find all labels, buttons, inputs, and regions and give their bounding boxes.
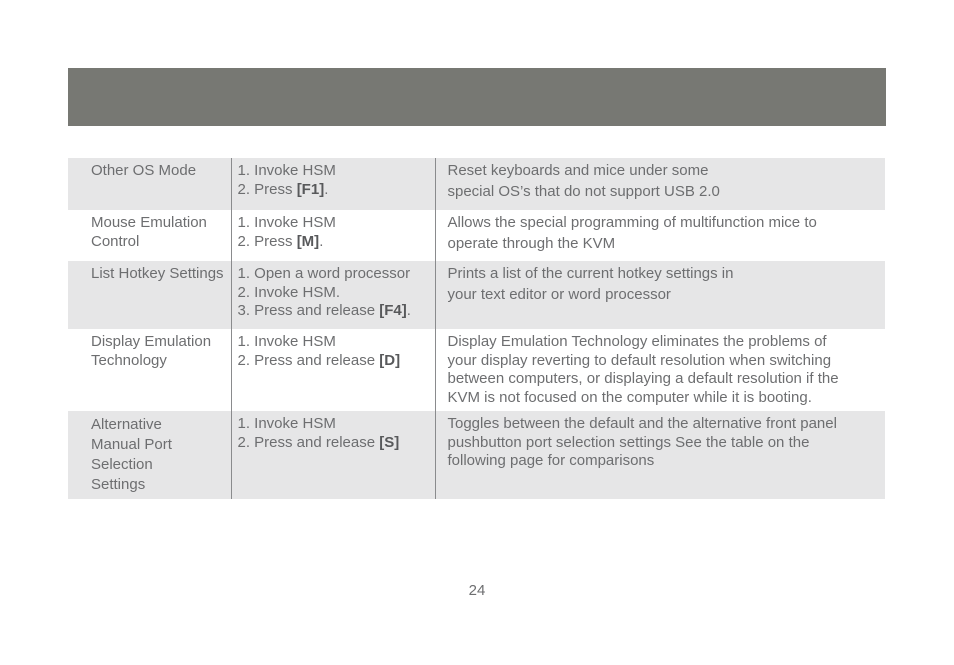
step: 2. Press [M]. xyxy=(237,232,324,250)
description-cell: Toggles between the default and the alternative front panel pushbutton port selection settings See the table on the following page for comparisons xyxy=(435,411,885,499)
step: 1. Invoke HSM xyxy=(237,415,336,432)
hotkey-table xyxy=(68,158,885,499)
table-row xyxy=(68,210,885,261)
steps-cell xyxy=(231,329,435,411)
table-row xyxy=(68,158,885,210)
step: 2. Invoke HSM. xyxy=(237,283,341,301)
function-name: Other OS Mode xyxy=(68,158,231,210)
step: 1. Invoke HSM xyxy=(237,162,336,179)
description-cell: Allows the special programming of multifunction mice to operate through the KVM xyxy=(435,210,885,261)
steps-cell xyxy=(231,261,435,329)
table-row xyxy=(68,261,885,329)
step: 1. Invoke HSM xyxy=(237,333,336,350)
description-cell: Display Emulation Technology eliminates the problems of your display reverting to default resolution when switching between computers, or displaying a default resolution if the KVM is not focused on the computer while it is booting. xyxy=(435,329,885,411)
header-bar xyxy=(68,68,886,126)
steps-cell xyxy=(231,158,435,210)
function-name: Mouse Emulation Control xyxy=(68,210,231,261)
step: 2. Press and release [S] xyxy=(237,433,400,451)
steps-cell xyxy=(231,210,435,261)
function-name: Alternative Manual Port Selection Settings xyxy=(68,411,231,499)
hotkey: [D] xyxy=(379,351,401,369)
description-cell: Reset keyboards and mice under some special OS’s that do not support USB 2.0 xyxy=(435,158,885,210)
step: 1. Invoke HSM xyxy=(237,214,336,231)
page-number: 24 xyxy=(468,582,486,599)
description-cell: Prints a list of the current hotkey settings in your text editor or word processor xyxy=(435,261,885,329)
hotkey: [M] xyxy=(296,232,320,250)
hotkey: [F1] xyxy=(296,180,325,198)
step: 2. Press and release [D] xyxy=(237,351,401,369)
steps-cell xyxy=(231,411,435,499)
step: 2. Press [F1]. xyxy=(237,180,329,198)
hotkey: [F4] xyxy=(379,302,407,319)
hotkey: [S] xyxy=(379,433,400,451)
table-row xyxy=(68,411,885,499)
step: 1. Open a word processor xyxy=(237,265,411,282)
step: 3. Press and release [F4]. xyxy=(237,302,411,319)
function-name: List Hotkey Settings xyxy=(68,261,231,329)
function-name: Display Emulation Technology xyxy=(68,329,231,411)
table-row xyxy=(68,329,885,411)
